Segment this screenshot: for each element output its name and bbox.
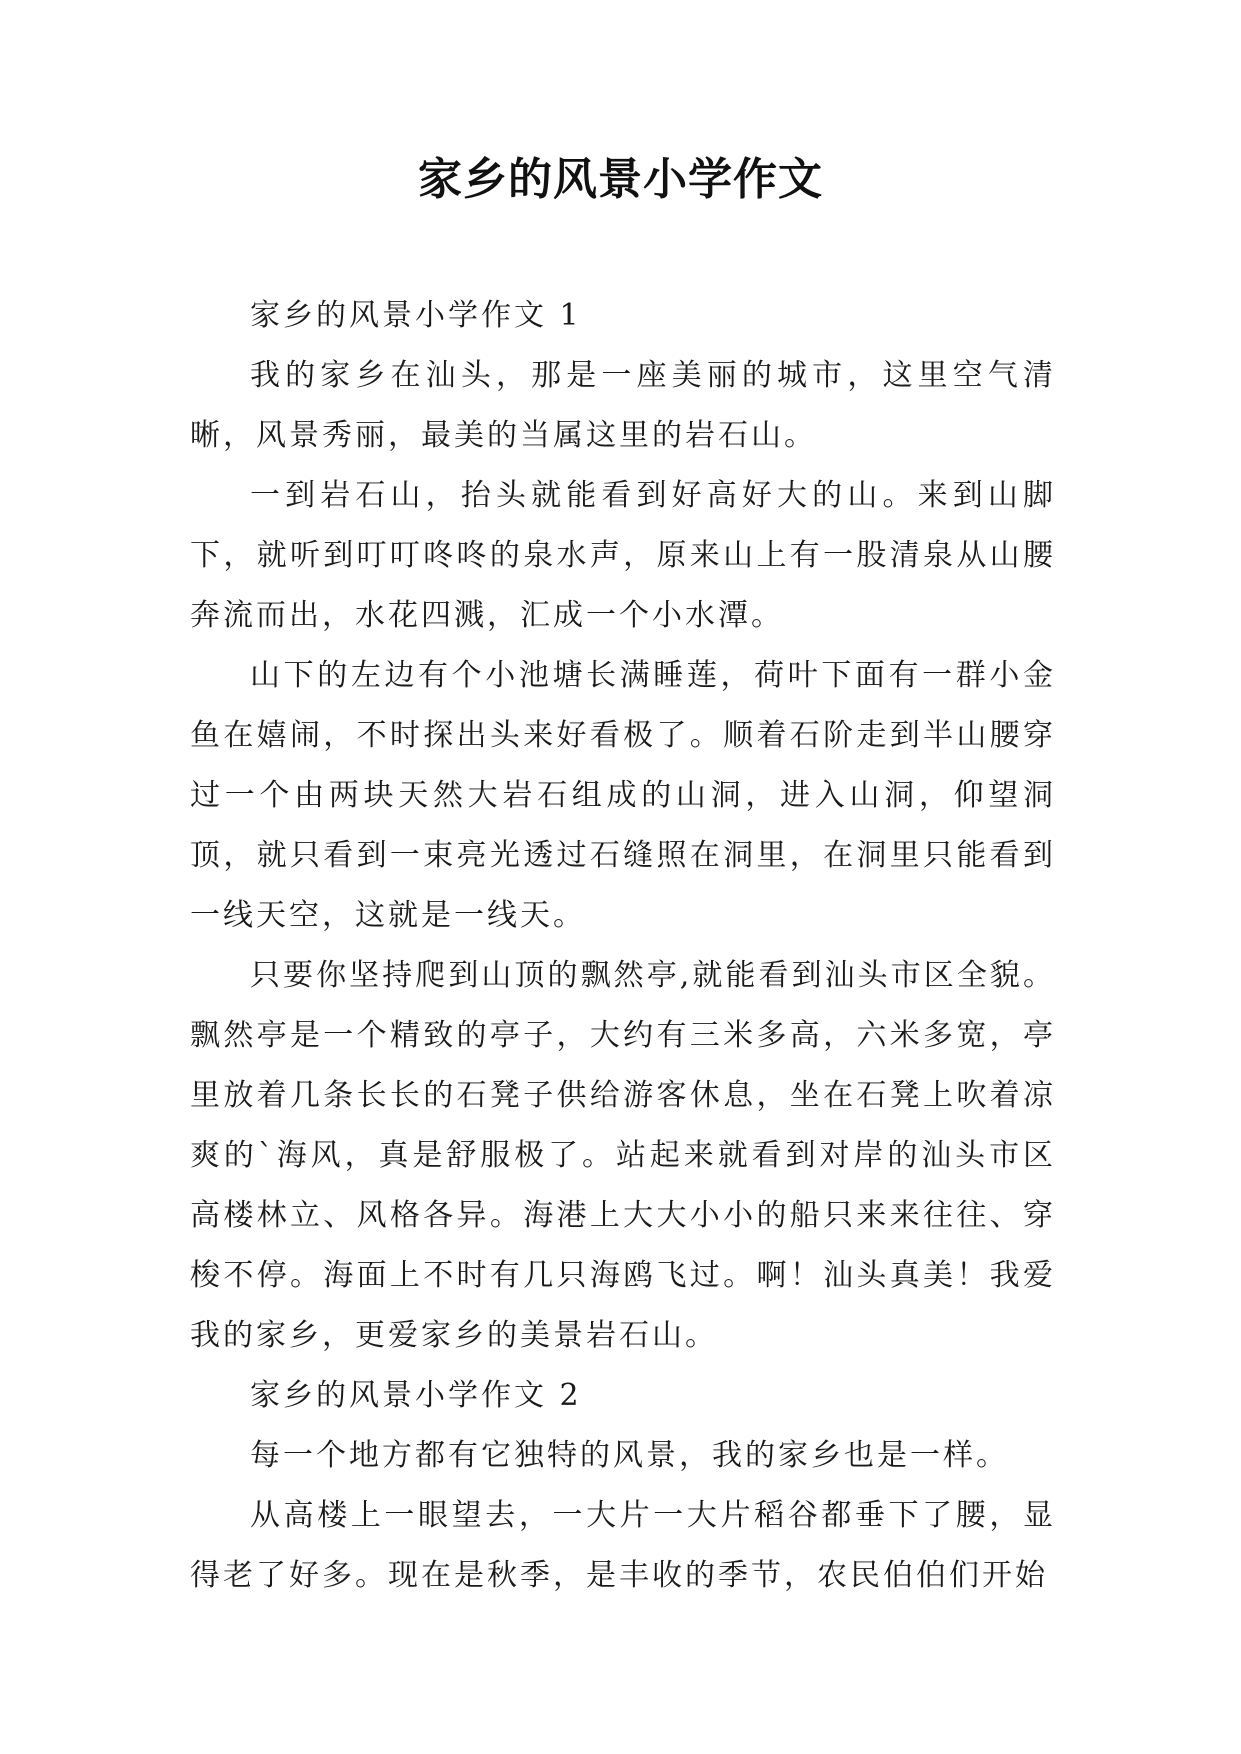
section-heading: 家乡的风景小学作文 1: [250, 298, 582, 333]
paragraph: 山下的左边有个小池塘长满睡莲，荷叶下面有一群小金鱼在嬉闹，不时探出头来好看极了。顺着石阶走到半山腰穿过一个由两块天然大岩石组成的山洞，进入山洞，仰望洞顶，就只看到一束亮光透过石缝照在洞里，在洞里只能看到一线天空，这就是一线天。: [190, 658, 1056, 933]
document-title: 家乡的风景小学作文: [418, 154, 823, 205]
paragraph: 从高楼上一眼望去，一大片一大片稻谷都垂下了腰，显得老了好多。现在是秋季，是丰收的季节，农民伯伯们开始: [190, 1498, 1056, 1593]
paragraph: 只要你坚持爬到山顶的飘然亭,就能看到汕头市区全貌。飘然亭是一个精致的亭子，大约有三米多高，六米多宽，亭里放着几条长长的石凳子供给游客休息，坐在石凳上吹着凉爽的`海风，真是舒服极了。站起来就看到对岸的汕头市区高楼林立、风格各异。海港上大大小小的船只来来往往、穿梭不停。海面上不时有几只海鸥飞过。啊！汕头真美！我爱我的家乡，更爱家乡的美景岩石山。: [190, 958, 1056, 1353]
paragraph: 我的家乡在汕头，那是一座美丽的城市，这里空气清晰，风景秀丽，最美的当属这里的岩石山。: [190, 358, 1056, 453]
document-body: [190, 286, 1056, 1606]
paragraph: 一到岩石山，抬头就能看到好高好大的山。来到山脚下，就听到叮叮咚咚的泉水声，原来山上有一股清泉从山腰奔流而出，水花四溅，汇成一个小水潭。: [190, 478, 1056, 633]
section-heading: 家乡的风景小学作文 2: [250, 1378, 582, 1413]
paragraph: 每一个地方都有它独特的风景，我的家乡也是一样。: [250, 1438, 1009, 1473]
